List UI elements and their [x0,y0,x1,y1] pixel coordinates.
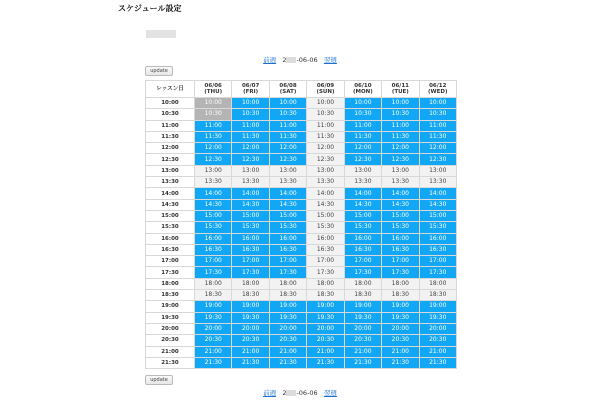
time-row [146,335,456,345]
slot-available[interactable]: 15:30 [345,222,381,232]
day-header-date: 06/12 [429,83,447,89]
slot-unavailable[interactable]: 13:00 [307,166,343,176]
slot-unavailable[interactable]: 17:00 [307,256,343,266]
slot-available[interactable]: 14:30 [382,200,418,210]
time-row-label: 18:30 [146,290,194,300]
slot-available[interactable]: 17:30 [270,267,306,277]
slot-available[interactable]: 21:00 [307,347,343,357]
day-header-weekday: (SUN) [316,89,335,95]
slot-past: 10:30 [195,109,231,119]
slot-available[interactable]: 12:00 [270,143,306,153]
slot-available[interactable]: 16:30 [195,245,231,255]
day-header [382,81,418,97]
page-title: スケジュール設定 [118,4,182,13]
slot-available[interactable]: 21:30 [420,358,456,368]
slot-available[interactable]: 20:30 [270,335,306,345]
time-row-label: 16:00 [146,234,194,244]
slot-available[interactable]: 16:00 [382,234,418,244]
slot-available[interactable]: 11:00 [232,121,268,131]
time-row-label: 20:30 [146,335,194,345]
day-header [307,81,343,97]
slot-unavailable[interactable]: 13:00 [382,166,418,176]
slot-unavailable[interactable]: 13:30 [307,177,343,187]
slot-unavailable[interactable]: 18:30 [270,290,306,300]
time-row [146,256,456,266]
slot-available[interactable]: 19:30 [420,313,456,323]
slot-available[interactable]: 11:30 [270,132,306,142]
slot-unavailable[interactable]: 15:00 [307,211,343,221]
day-header-date: 06/06 [204,83,222,89]
slot-available[interactable]: 16:00 [420,234,456,244]
time-row-label: 10:30 [146,109,194,119]
slot-available[interactable]: 21:30 [382,358,418,368]
time-row [146,267,456,277]
slot-unavailable[interactable]: 13:00 [345,166,381,176]
slot-available[interactable]: 14:00 [420,188,456,198]
slot-unavailable[interactable]: 14:00 [307,188,343,198]
slot-available[interactable]: 11:00 [345,121,381,131]
current-week-date-bottom: 2 -06-06 [282,389,318,397]
slot-available[interactable]: 12:30 [382,154,418,164]
slot-available[interactable]: 10:00 [232,98,268,108]
slot-available[interactable]: 14:00 [270,188,306,198]
slot-unavailable[interactable]: 10:00 [307,98,343,108]
slot-available[interactable]: 12:00 [345,143,381,153]
slot-unavailable[interactable]: 12:00 [307,143,343,153]
slot-available[interactable]: 20:00 [382,324,418,334]
slot-unavailable[interactable]: 13:00 [270,166,306,176]
day-header [232,81,268,97]
time-row-label: 12:30 [146,154,194,164]
time-row [146,313,456,323]
slot-available[interactable]: 12:00 [232,143,268,153]
slot-available[interactable]: 10:30 [270,109,306,119]
slot-available[interactable]: 10:00 [420,98,456,108]
slot-available[interactable]: 15:30 [382,222,418,232]
slot-unavailable[interactable]: 13:30 [232,177,268,187]
slot-unavailable[interactable]: 13:30 [195,177,231,187]
day-header-weekday: (WED) [428,89,448,95]
prev-week-link-bottom[interactable]: 前週 [263,389,277,397]
slot-unavailable[interactable]: 15:30 [307,222,343,232]
time-row [146,279,456,289]
time-row-label: 19:00 [146,301,194,311]
slot-available[interactable]: 21:30 [270,358,306,368]
slot-available[interactable]: 12:00 [382,143,418,153]
slot-available[interactable]: 21:00 [382,347,418,357]
time-row-label: 11:00 [146,121,194,131]
slot-available[interactable]: 16:00 [232,234,268,244]
slot-unavailable[interactable]: 18:00 [420,279,456,289]
time-row [146,358,456,368]
time-row [146,211,456,221]
slot-available[interactable]: 19:00 [195,301,231,311]
day-header [345,81,381,97]
slot-available[interactable]: 12:30 [232,154,268,164]
time-row [146,200,456,210]
slot-available[interactable]: 11:30 [382,132,418,142]
slot-available[interactable]: 16:30 [232,245,268,255]
slot-unavailable[interactable]: 12:30 [307,154,343,164]
slot-available[interactable]: 14:30 [345,200,381,210]
time-row [146,301,456,311]
time-row [146,245,456,255]
slot-unavailable[interactable]: 18:00 [270,279,306,289]
slot-unavailable[interactable]: 13:30 [270,177,306,187]
slot-available[interactable]: 17:00 [345,256,381,266]
slot-available[interactable]: 17:00 [270,256,306,266]
slot-available[interactable]: 19:30 [232,313,268,323]
slot-available[interactable]: 10:00 [270,98,306,108]
slot-available[interactable]: 14:00 [345,188,381,198]
slot-available[interactable]: 12:30 [345,154,381,164]
slot-unavailable[interactable]: 13:30 [345,177,381,187]
slot-available[interactable]: 21:00 [345,347,381,357]
day-header-weekday: (MON) [353,89,373,95]
update-button-bottom[interactable]: update [145,375,173,385]
prev-week-link[interactable]: 前週 [263,56,277,64]
slot-unavailable[interactable]: 18:30 [382,290,418,300]
time-row-label: 14:30 [146,200,194,210]
slot-available[interactable]: 21:00 [232,347,268,357]
slot-available[interactable]: 20:00 [345,324,381,334]
slot-available[interactable]: 20:30 [345,335,381,345]
time-row-label: 18:00 [146,279,194,289]
time-row-label: 15:30 [146,222,194,232]
slot-available[interactable]: 15:30 [420,222,456,232]
time-row [146,290,456,300]
slot-unavailable[interactable]: 13:30 [420,177,456,187]
slot-available[interactable]: 20:30 [382,335,418,345]
time-row-label: 12:00 [146,143,194,153]
time-row [146,132,456,142]
slot-available[interactable]: 19:30 [345,313,381,323]
slot-unavailable[interactable]: 11:00 [307,121,343,131]
slot-available[interactable]: 12:30 [270,154,306,164]
slot-available[interactable]: 20:30 [195,335,231,345]
slot-available[interactable]: 15:00 [345,211,381,221]
next-week-link[interactable]: 翌週 [323,56,337,64]
day-header-date: 06/08 [279,83,297,89]
day-header-weekday: (THU) [204,89,223,95]
time-row-label: 19:30 [146,313,194,323]
slot-unavailable[interactable]: 10:30 [307,109,343,119]
next-week-link-bottom[interactable]: 翌週 [323,389,337,397]
time-row [146,98,456,108]
slot-available[interactable]: 15:30 [195,222,231,232]
time-row-label: 14:00 [146,188,194,198]
slot-available[interactable]: 21:30 [232,358,268,368]
slot-available[interactable]: 20:00 [195,324,231,334]
time-row-label: 10:00 [146,98,194,108]
time-row-label: 13:30 [146,177,194,187]
slot-available[interactable]: 15:00 [420,211,456,221]
slot-available[interactable]: 19:30 [270,313,306,323]
day-header-date: 06/10 [354,83,372,89]
schedule-table [145,80,457,369]
slot-available[interactable]: 12:30 [195,154,231,164]
slot-available[interactable]: 16:30 [345,245,381,255]
day-header [270,81,306,97]
slot-available[interactable]: 19:00 [270,301,306,311]
slot-available[interactable]: 14:00 [232,188,268,198]
day-header-date: 06/07 [241,83,260,89]
slot-available[interactable]: 14:30 [420,200,456,210]
slot-available[interactable]: 11:30 [232,132,268,142]
slot-unavailable[interactable]: 18:30 [195,290,231,300]
slot-unavailable[interactable]: 18:00 [345,279,381,289]
time-row-label: 21:00 [146,347,194,357]
time-row [146,324,456,334]
slot-available[interactable]: 11:30 [420,132,456,142]
time-row [146,177,456,187]
slot-available[interactable]: 19:30 [307,313,343,323]
slot-available[interactable]: 16:00 [345,234,381,244]
lesson-date-header: レッスン日 [146,81,194,97]
day-header-weekday: (FRI) [243,89,259,95]
slot-available[interactable]: 15:30 [270,222,306,232]
slot-available[interactable]: 10:00 [382,98,418,108]
slot-available[interactable]: 10:30 [345,109,381,119]
slot-unavailable[interactable]: 18:30 [232,290,268,300]
slot-unavailable[interactable]: 18:00 [195,279,231,289]
time-row-label: 15:00 [146,211,194,221]
slot-available[interactable]: 16:30 [270,245,306,255]
schedule-header-row [146,81,456,97]
slot-available[interactable]: 14:30 [232,200,268,210]
slot-available[interactable]: 20:00 [270,324,306,334]
slot-available[interactable]: 19:00 [345,301,381,311]
time-row-label: 16:30 [146,245,194,255]
slot-available[interactable]: 17:00 [382,256,418,266]
time-row-label: 20:00 [146,324,194,334]
slot-available[interactable]: 19:30 [382,313,418,323]
slot-available[interactable]: 16:00 [195,234,231,244]
redacted-info [146,30,176,38]
slot-available[interactable]: 15:00 [232,211,268,221]
slot-unavailable[interactable]: 13:00 [420,166,456,176]
slot-available[interactable]: 21:30 [307,358,343,368]
slot-available[interactable]: 11:00 [270,121,306,131]
slot-available[interactable]: 19:00 [232,301,268,311]
slot-available[interactable]: 21:00 [270,347,306,357]
slot-available[interactable]: 20:30 [420,335,456,345]
slot-available[interactable]: 14:00 [195,188,231,198]
slot-unavailable[interactable]: 18:00 [382,279,418,289]
slot-available[interactable]: 15:00 [270,211,306,221]
slot-available[interactable]: 11:30 [195,132,231,142]
slot-available[interactable]: 10:30 [420,109,456,119]
week-navigation-bottom [0,388,600,397]
time-row-label: 21:30 [146,358,194,368]
slot-past: 10:00 [195,98,231,108]
slot-available[interactable]: 21:30 [345,358,381,368]
slot-available[interactable]: 11:00 [420,121,456,131]
slot-available[interactable]: 20:00 [420,324,456,334]
slot-unavailable[interactable]: 14:30 [307,200,343,210]
slot-available[interactable]: 17:00 [420,256,456,266]
slot-available[interactable]: 17:30 [195,267,231,277]
slot-available[interactable]: 21:30 [195,358,231,368]
slot-unavailable[interactable]: 18:00 [307,279,343,289]
time-row-label: 13:00 [146,166,194,176]
slot-available[interactable]: 21:00 [420,347,456,357]
slot-available[interactable]: 17:30 [232,267,268,277]
time-row [146,347,456,357]
slot-available[interactable]: 11:00 [382,121,418,131]
slot-available[interactable]: 11:00 [195,121,231,131]
slot-available[interactable]: 20:30 [307,335,343,345]
day-header [195,81,231,97]
slot-available[interactable]: 17:00 [232,256,268,266]
current-week-date: 2 -06-06 [282,56,318,64]
slot-available[interactable]: 14:00 [382,188,418,198]
time-row-label: 17:00 [146,256,194,266]
slot-available[interactable]: 19:00 [420,301,456,311]
slot-unavailable[interactable]: 18:00 [232,279,268,289]
slot-available[interactable]: 14:30 [270,200,306,210]
day-header-weekday: (TUE) [391,89,409,95]
time-row [146,121,456,131]
slot-available[interactable]: 16:00 [270,234,306,244]
slot-available[interactable]: 21:00 [195,347,231,357]
slot-available[interactable]: 15:00 [382,211,418,221]
slot-available[interactable]: 19:30 [195,313,231,323]
slot-unavailable[interactable]: 11:30 [307,132,343,142]
slot-available[interactable]: 19:00 [382,301,418,311]
slot-available[interactable]: 17:30 [345,267,381,277]
time-row [146,234,456,244]
time-row [146,109,456,119]
slot-unavailable[interactable]: 13:00 [195,166,231,176]
day-header-date: 06/11 [391,83,409,89]
slot-unavailable[interactable]: 18:30 [345,290,381,300]
week-navigation-top [0,55,600,64]
slot-unavailable[interactable]: 16:30 [307,245,343,255]
slot-available[interactable]: 10:00 [345,98,381,108]
slot-available[interactable]: 12:00 [195,143,231,153]
slot-available[interactable]: 19:00 [307,301,343,311]
time-row-label: 11:30 [146,132,194,142]
day-header [420,81,456,97]
slot-unavailable[interactable]: 13:00 [232,166,268,176]
slot-available[interactable]: 16:30 [420,245,456,255]
slot-available[interactable]: 15:30 [232,222,268,232]
slot-available[interactable]: 20:30 [232,335,268,345]
slot-unavailable[interactable]: 17:30 [307,267,343,277]
slot-unavailable[interactable]: 16:00 [307,234,343,244]
time-row [146,222,456,232]
slot-unavailable[interactable]: 18:30 [307,290,343,300]
time-row [146,143,456,153]
time-row [146,166,456,176]
slot-unavailable[interactable]: 18:30 [420,290,456,300]
time-row [146,154,456,164]
slot-available[interactable]: 10:30 [382,109,418,119]
time-row [146,188,456,198]
slot-available[interactable]: 17:00 [195,256,231,266]
slot-available[interactable]: 17:30 [382,267,418,277]
slot-available[interactable]: 20:00 [232,324,268,334]
slot-available[interactable]: 12:30 [420,154,456,164]
update-button-top[interactable]: update [145,66,173,76]
time-row-label: 17:30 [146,267,194,277]
slot-available[interactable]: 20:00 [307,324,343,334]
slot-available[interactable]: 12:00 [420,143,456,153]
slot-available[interactable]: 14:30 [195,200,231,210]
slot-unavailable[interactable]: 13:30 [382,177,418,187]
slot-available[interactable]: 17:30 [420,267,456,277]
day-header-date: 06/09 [316,83,335,89]
day-header-weekday: (SAT) [279,89,297,95]
slot-available[interactable]: 15:00 [195,211,231,221]
slot-available[interactable]: 16:30 [382,245,418,255]
slot-available[interactable]: 10:30 [232,109,268,119]
slot-available[interactable]: 11:30 [345,132,381,142]
